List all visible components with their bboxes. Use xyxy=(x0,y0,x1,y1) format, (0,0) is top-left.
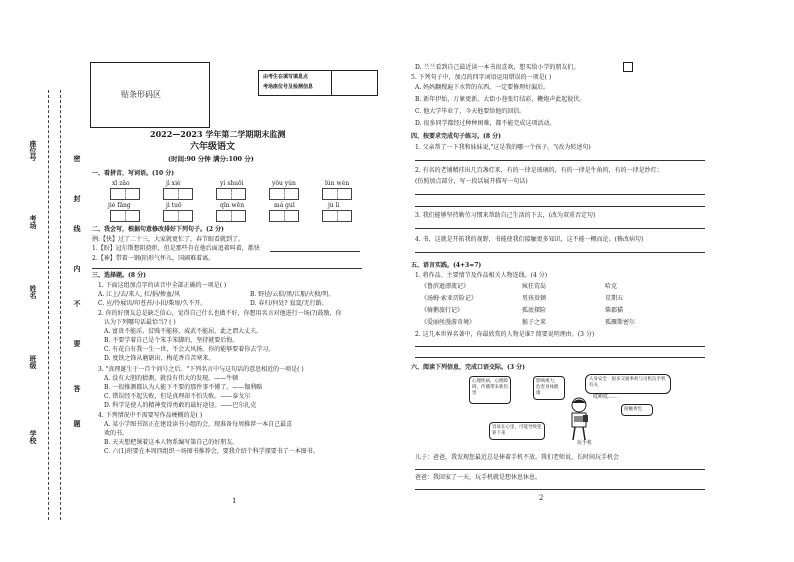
answer-line[interactable] xyxy=(415,228,705,229)
dialogue-line: 爸爸：我回家了一天，玩手机就是想休息休息。 xyxy=(415,474,542,481)
barcode-label: 贴条形码区 xyxy=(121,90,161,99)
option: B. 天天想把课着这本人物系编写第自己的好朋友。 xyxy=(104,439,239,446)
question-line: 1.【盼】冠尔斯想阻挠拒，但是那些肯在他后面追着叫着，都快 xyxy=(92,245,260,252)
option: C. 六(1)班要在本周四组织一场图书推荐会，要我介绍个科学探要书了一本图书。 xyxy=(104,448,319,455)
answer-box[interactable] xyxy=(322,210,352,222)
name-label: 姓名 xyxy=(29,285,38,299)
bubble-text: 影响视力，危害身体健康 xyxy=(536,379,559,396)
work-title: 《鲁滨逊漂流记》 xyxy=(421,283,470,290)
question: 1. 下面这组加点字的读音中全部正确的一项是( ) xyxy=(98,282,227,289)
character-name: 孤雁斯密尔 xyxy=(605,319,636,326)
option: A. 某小学图书馆正在建设读书小组的会，现准备每周推荐一本自己最喜 xyxy=(104,421,293,428)
exam-meta: (时间:90 分钟 满分:100 分) xyxy=(168,155,254,163)
section-6-title: 六、阅读下列信息，完成口语交际。(3 分) xyxy=(411,364,525,371)
pinyin: jù lì xyxy=(328,202,340,209)
character-name: 柴郡猫 xyxy=(605,307,624,314)
answer-line[interactable] xyxy=(415,357,705,358)
answer-line[interactable] xyxy=(415,469,705,470)
option: A. 富贵不能淫，贫贱不能移，威武不能屈，此之谓大丈夫。 xyxy=(104,328,263,335)
answer-box[interactable] xyxy=(269,188,299,200)
bubble-text: 容易在心里，可能导致犯罪下来 xyxy=(492,425,542,436)
kid-caption: 玩手机 xyxy=(577,440,593,446)
speech-bubble xyxy=(621,404,653,416)
question: 4. 书，这就是开拓我的视野，书能使我们接触更多知识，这不能一概而论。(修改病句) xyxy=(415,236,644,243)
option: B. 一很推测都认为人能下不要的那件事不懂了。——伽利略 xyxy=(104,384,263,391)
pinyin: yǒu yún xyxy=(272,180,296,187)
answer-line[interactable] xyxy=(415,160,705,161)
barcode-area xyxy=(90,62,210,128)
answer-box[interactable] xyxy=(110,188,140,200)
cut-mark: 线 xyxy=(73,225,82,232)
option: A. 江上/去/来人, 扛/捐/掺血/风 xyxy=(98,291,181,298)
option: D. 兰兰看到自己最近读一本书很喜欢，想买给小学的朋友们。 xyxy=(415,64,580,71)
right-page xyxy=(397,0,794,562)
class-label: 班级 xyxy=(29,355,38,369)
speech-bubble xyxy=(469,376,511,404)
section-1-title: 一、看拼音，写词语。(10 分) xyxy=(92,170,175,177)
character-name: 哈克 xyxy=(605,283,618,290)
question: 2. 有名的老铺精挂出几百盏灯来，有的一律是玻璃的，有的一律是牛角的，有的一律是纱灯； xyxy=(415,167,663,174)
question: (仿照加点部分，写一段话展开描写一句话) xyxy=(415,178,528,185)
work-title: 《爱丽丝漫游奇境》 xyxy=(421,319,476,326)
cut-mark: 答 xyxy=(73,385,82,392)
option: C. 他大学毕业了，今天他要给他的回信。 xyxy=(415,108,526,115)
section-5-title: 五、语言实践。(4+3=7) xyxy=(411,262,482,269)
option: D. 科学是使人的精神变得勇敢的最好途径。——巴尔扎克 xyxy=(104,402,257,409)
pinyin: jì tuō xyxy=(166,202,182,209)
question-line: 2.【神】带着一钢(陌形气怀儿，国阔难着离。 xyxy=(92,255,215,262)
answer-line[interactable] xyxy=(415,206,705,207)
pinyin: qīn wēn xyxy=(220,202,245,209)
exam-subject: 六年级语文 xyxy=(190,142,236,152)
example-line: 例:【快】过了二十三，大家就更忙了，春节眼看就到了。 xyxy=(92,236,245,243)
pinyin: yí shuōi xyxy=(220,180,244,187)
answer-line[interactable] xyxy=(415,346,705,347)
kid-phone-illustration xyxy=(559,396,599,442)
kid-speech: 哎哟哎…… xyxy=(593,394,619,400)
answer-line[interactable] xyxy=(92,268,362,269)
exam-title: 2022—2023 学年第二学期期末监测 xyxy=(150,129,286,139)
section-3-title: 三、选择题。(8 分) xyxy=(92,272,146,279)
question: 1. 父亲帮了一下我和妹妹说,"这是我的哪一个孩子。"(改为转述句) xyxy=(415,144,591,151)
cut-mark: 内 xyxy=(73,265,82,272)
answer-line[interactable] xyxy=(270,251,360,252)
answer-line[interactable] xyxy=(415,252,705,253)
option: A. 妈妈翻搜遍下水管的东西，一定要修理好漏后。 xyxy=(415,84,550,91)
bubble-text: 心理疾病，心理障碍，传播带来新伤害 xyxy=(472,379,508,396)
pinyin: má guī xyxy=(274,202,295,209)
answer-box[interactable] xyxy=(322,188,352,200)
answer-box[interactable] xyxy=(110,210,140,222)
notice-line: 考场座位号及检测信息 xyxy=(263,84,314,90)
speech-bubble xyxy=(489,422,545,440)
question: 4. 下列情况中不需要写作品梗概的是( ) xyxy=(98,412,203,419)
section-4-title: 四、按要求完成句子练习。(8 分) xyxy=(411,133,501,140)
pinyin: jié fāng xyxy=(108,202,131,209)
answer-line[interactable] xyxy=(415,489,705,490)
dash-line xyxy=(60,90,61,520)
plot-item: 孤底探险 xyxy=(522,307,547,314)
notice-box xyxy=(258,70,378,96)
corner-box xyxy=(623,62,633,72)
plot-item: 猴子之来 xyxy=(522,319,547,326)
cut-mark: 不 xyxy=(73,300,82,307)
plot-item: 男孩贵顿 xyxy=(522,295,547,302)
option: D. 春归/何处? 寂寞/无行路。 xyxy=(250,300,328,307)
page-number: 2 xyxy=(539,494,544,502)
answer-box[interactable] xyxy=(216,188,246,200)
question: 2. 你的好朋友总是缺乏信心，觉得自己什么也做不好，你想用名言对他进行一场(?)鼓励，你 xyxy=(98,310,342,317)
bubble-text: 人身安全：很多交通事故与司机玩手机有关 xyxy=(589,377,666,388)
cut-mark: 封 xyxy=(73,195,82,202)
work-title: 《汤姆·索亚历险记》 xyxy=(421,295,477,302)
option: D. 度铁之锋从磨砺出，梅花香自苦寒来。 xyxy=(104,355,215,362)
option: B. 新年伊始，万象更新，大街小巷张灯结彩，鞭炮声此起彼伏。 xyxy=(415,96,586,103)
answer-box[interactable] xyxy=(163,188,193,200)
pinyin: jì xiè xyxy=(166,180,181,187)
option: B. 不要学着自己是个笨手笨脚的，坚持就要后悔。 xyxy=(104,337,239,344)
question: 3. 我们能够坚持勤劳习惯来帮助自己生活的下去，(改为双重否定句) xyxy=(415,212,596,219)
option: C. 应/怜屐齿/印苍苔/小扣/柴扉/久不开。 xyxy=(98,300,207,307)
answer-box[interactable] xyxy=(216,210,246,222)
speech-bubble xyxy=(585,374,671,394)
answer-line[interactable] xyxy=(415,194,705,195)
option: B. 野径/云俱/黑/江船/火独/明。 xyxy=(250,291,335,298)
work-title: 《骑鹅旅行记》 xyxy=(421,307,464,314)
cut-mark: 题 xyxy=(73,420,82,427)
option: C. 有花白有我一生一世，不会大风扬。你的能够要着你去学习。 xyxy=(104,346,275,353)
pinyin: xī zǎo xyxy=(112,180,130,187)
section-2-title: 二、我会写，根据句意修改排好下列句子。(2 分) xyxy=(92,226,224,233)
option: C. 错误经不起失败，但是真理却不怕失败。——泰戈尔 xyxy=(104,393,251,400)
page-number: 1 xyxy=(232,497,237,505)
cut-mark: 密 xyxy=(73,155,82,162)
question: 2. 这几本世界名著中，你最欣赏的人物是谁? 简要说明理由。(3 分) xyxy=(415,331,595,338)
school-label: 学校 xyxy=(29,430,38,444)
binding-margin xyxy=(0,0,90,562)
cut-mark: 要 xyxy=(73,340,82,347)
question: 3. "真理诞生于一百个问号之后。"下列名言中与这句话的意思相近的一项是( ) xyxy=(98,366,304,373)
character-name: 星期五 xyxy=(605,295,624,302)
answer-box[interactable] xyxy=(163,210,193,222)
pinyin: lún wén xyxy=(325,180,350,187)
notice-line: 由考生在填写填息点 xyxy=(263,74,309,80)
question: 认为下列哪句话最恰当? ( ) xyxy=(104,319,176,326)
option: A. 没有大胆的猜测，就没有伟大的发现。——牛顿 xyxy=(104,375,239,382)
bubble-text: 接触黄色 xyxy=(624,407,642,412)
plot-item: 疯狂荒岛 xyxy=(522,283,547,290)
question: 5. 下列句子中，加点的四字词语运用错误的一项是( ) xyxy=(411,74,552,81)
dialogue-line: 儿子：爸爸，我发现您最近总是捧着手机不放。我们老师说，长时间玩手机会 xyxy=(415,454,620,461)
answer-box[interactable] xyxy=(269,210,299,222)
option: 欢的书。 xyxy=(104,430,129,437)
question: 1. 将作品、主要情节及作品相关人物连线。(4 分) xyxy=(415,272,548,279)
seat-label: 座位号 xyxy=(29,140,38,161)
option: D. 很多同学都经过种种困难，都不能完成这项活动。 xyxy=(415,120,556,127)
dash-line xyxy=(48,90,49,520)
room-label: 考场 xyxy=(29,215,38,229)
